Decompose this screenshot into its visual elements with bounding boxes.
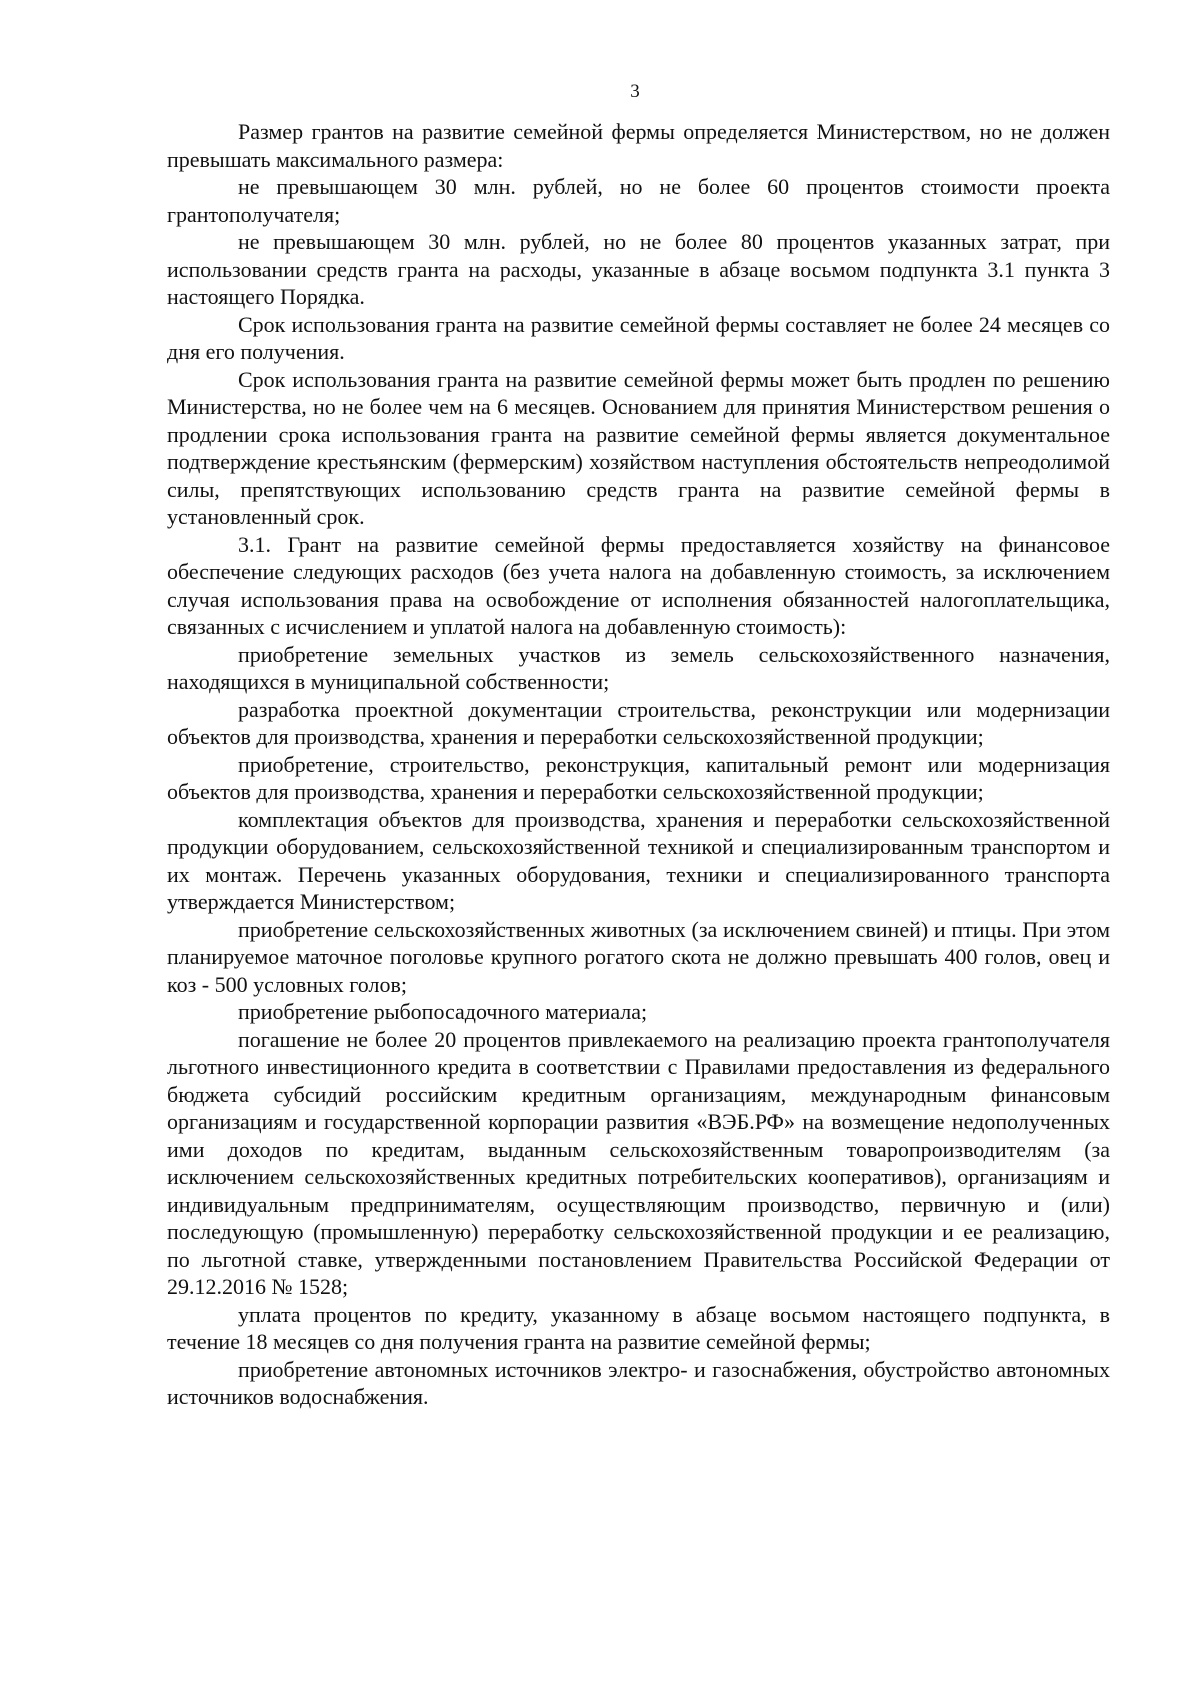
paragraph-grant-size: Размер грантов на развитие семейной фермы определяется Министерством, но не должен превышать максимального размера: xyxy=(167,119,1110,172)
paragraph-section-3-1: 3.1. Грант на развитие семейной фермы предоставляется хозяйству на финансовое обеспечение следующих расходов (без учета налога на добавленную стоимость, за исключением случая использования права на освобождение от исполнения обязанностей налогоплательщика, связанных с исчислением и уплатой налога на добавленную стоимость): xyxy=(167,531,1110,639)
paragraph-equipment: комплектация объектов для производства, хранения и переработки сельскохозяйственной продукции оборудованием, сельскохозяйственной техникой и специализированным транспортом и их монтаж. Перечень указанных оборудования, техники и специализированного транспорта утверждается Министерством; xyxy=(167,806,1110,914)
paragraph-fish-stock: приобретение рыбопосадочного материала; xyxy=(238,999,648,1024)
paragraph-limit-80: не превышающем 30 млн. рублей, но не более 80 процентов указанных затрат, при использовании средств гранта на расходы, указанные в абзаце восьмом подпункта 3.1 пункта 3 настоящего Порядка. xyxy=(167,229,1110,309)
paragraph-autonomous-sources: приобретение автономных источников электро- и газоснабжения, обустройство автономных источников водоснабжения. xyxy=(167,1356,1110,1409)
paragraph-livestock: приобретение сельскохозяйственных животных (за исключением свиней) и птицы. При этом планируемое маточное поголовье крупного рогатого скота не должно превышать 400 голов, овец и коз - 500 условных голов; xyxy=(167,916,1110,997)
paragraph-construction: приобретение, строительство, реконструкция, капитальный ремонт или модернизация объектов для производства, хранения и переработки сельскохозяйственной продукции; xyxy=(167,751,1110,804)
paragraph-loan-repayment: погашение не более 20 процентов привлекаемого на реализацию проекта грантополучателя льготного инвестиционного кредита в соответствии с Правилами предоставления из федерального бюджета субсидий российским кредитным организациям, международным финансовым организациям и государственной корпорации развития «ВЭБ.РФ» на возмещение недополученных ими доходов по кредитам, выданным сельскохозяйственным товаропроизводителям (за исключением сельскохозяйственных кредитных потребительских кооперативов), организациям и индивидуальным предпринимателям, осуществляющим производство, первичную и (или) последующую (промышленную) переработку сельскохозяйственной продукции и ее реализацию, по льготной ставке, утвержденными постановлением Правительства Российской Федерации от 29.12.2016 № 1528; xyxy=(167,1026,1110,1299)
document-body xyxy=(167,118,1110,1411)
paragraph-limit-60: не превышающем 30 млн. рублей, но не более 60 процентов стоимости проекта грантополучателя; xyxy=(167,174,1110,227)
paragraph-term-extension: Срок использования гранта на развитие семейной фермы может быть продлен по решению Министерства, но не более чем на 6 месяцев. Основанием для принятия Министерством решения о продлении срока использования гранта на развитие семейной фермы является документальное подтверждение крестьянским (фермерским) хозяйством наступления обстоятельств непреодолимой силы, препятствующих использованию средств гранта на развитие семейной фермы в установленный срок. xyxy=(167,366,1110,529)
paragraph-project-docs: разработка проектной документации строительства, реконструкции или модернизации объектов для производства, хранения и переработки сельскохозяйственной продукции; xyxy=(167,696,1110,749)
paragraph-interest-payment: уплата процентов по кредиту, указанному в абзаце восьмом настоящего подпункта, в течение 18 месяцев со дня получения гранта на развитие семейной фермы; xyxy=(167,1301,1110,1354)
paragraph-usage-term: Срок использования гранта на развитие семейной фермы составляет не более 24 месяцев со дня его получения. xyxy=(167,311,1110,364)
page-number: 3 xyxy=(630,81,640,102)
paragraph-land-purchase: приобретение земельных участков из земель сельскохозяйственного назначения, находящихся в муниципальной собственности; xyxy=(167,641,1110,694)
